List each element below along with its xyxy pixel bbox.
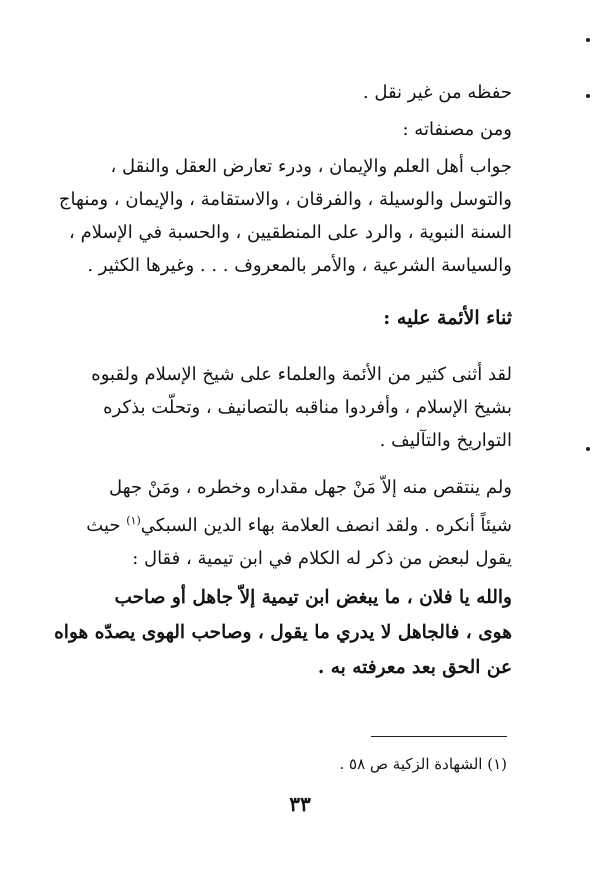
footnote-divider xyxy=(371,736,507,737)
paragraph-praise xyxy=(92,358,512,457)
text-segment: حيث xyxy=(86,515,127,536)
footnote: (١) الشهادة الزكية ص ٥٨ . xyxy=(339,755,507,773)
section-heading xyxy=(92,302,512,335)
margin-dot xyxy=(586,38,590,42)
text-line: ولم ينتقص منه إلاّ مَنْ جهل مقداره وخطره ، ومَنْ جهل xyxy=(109,477,512,498)
text-line: جواب أهل العلم والإيمان ، ودرء تعارض العقل والنقل ، xyxy=(110,156,512,177)
text-segment: شيئاً أنكره . ولقد انصف العلامة بهاء الدين السبكي xyxy=(140,515,512,536)
quotation xyxy=(54,580,512,685)
text-line: هوى ، فالجاهل لا يدري ما يقول ، وصاحب الهوى يصدّه هواه xyxy=(54,622,512,643)
text-line: ومن مصنفاته : xyxy=(402,119,512,140)
text-line: عن الحق بعد معرفته به . xyxy=(317,657,512,678)
footnote-marker: (١) xyxy=(126,514,141,527)
intro-text xyxy=(58,76,512,282)
text-line: والله يا فلان ، ما يبغض ابن تيمية إلاّ جاهل أو صاحب xyxy=(114,587,512,608)
text-line: السنة النبوية ، والرد على المنطقيين ، والحسبة في الإسلام ، xyxy=(69,222,512,243)
page-number: ٣٣ xyxy=(289,792,311,816)
text-line: والسياسة الشرعية ، والأمر بالمعروف . . . وغيرها الكثير . xyxy=(87,255,512,276)
margin-dot xyxy=(586,94,590,98)
margin-dot xyxy=(586,447,590,451)
text-line: يقول لبعض من ذكر له الكلام في ابن تيمية ، فقال : xyxy=(132,548,512,569)
section-heading-text: ثناء الأئمة عليه : xyxy=(383,307,512,329)
text-line xyxy=(86,504,512,542)
text-line: حفظه من غير نقل . xyxy=(362,82,512,103)
text-line: التواريخ والتآليف . xyxy=(379,430,512,451)
paragraph-critics xyxy=(86,471,512,575)
text-line: لقد أثنى كثير من الأئمة والعلماء على شيخ الإسلام ولقبوه xyxy=(91,364,512,385)
text-line: بشيخ الإسلام ، وأفردوا مناقبه بالتصانيف ، وتحلّت بذكره xyxy=(103,397,512,418)
text-line: والتوسل والوسيلة ، والفرقان ، والاستقامة ، والإيمان ، ومنهاج xyxy=(58,189,512,210)
